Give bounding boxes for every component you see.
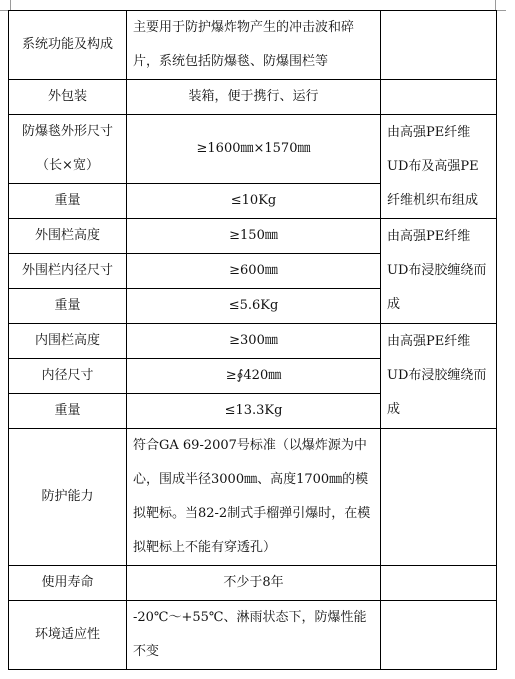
table-row [9,11,497,80]
table-row [9,324,497,359]
row-value: -20℃～+55℃、淋雨状态下，防爆性能不变 [127,601,381,670]
row-label: 防爆毯外形尺寸（长×宽） [9,115,127,184]
row-note: 由高强PE纤维UD布浸胶缠绕而成 [381,324,497,429]
row-label: 重量 [9,184,127,219]
row-label: 重量 [9,394,127,429]
row-label: 外包装 [9,80,127,115]
row-note: 由高强PE纤维UD布浸胶缠绕而成 [381,219,497,324]
row-label: 内径尺寸 [9,359,127,394]
row-value: ≤13.3Kg [127,394,381,429]
row-value: ≥1600㎜×1570㎜ [127,115,381,184]
row-note [381,566,497,601]
table-row [9,429,497,566]
row-value: 装箱，便于携行、运行 [127,80,381,115]
row-note [381,601,497,670]
table-row [9,80,497,115]
table-row [9,566,497,601]
row-label: 内围栏高度 [9,324,127,359]
row-value: 不少于8年 [127,566,381,601]
row-note [381,11,497,80]
row-value: ≤5.6Kg [127,289,381,324]
spec-table [8,10,497,670]
table-row [9,219,497,254]
row-label: 系统功能及构成 [9,11,127,80]
row-note [381,80,497,115]
row-label: 外围栏高度 [9,219,127,254]
table-row [9,601,497,670]
row-label: 防护能力 [9,429,127,566]
row-value: ≤10Kg [127,184,381,219]
row-note: 由高强PE纤维UD布及高强PE纤维机织布组成 [381,115,497,219]
row-note [381,429,497,566]
row-label: 外围栏内径尺寸 [9,254,127,289]
row-value: ≥600㎜ [127,254,381,289]
row-value: 主要用于防护爆炸物产生的冲击波和碎片，系统包括防爆毯、防爆围栏等 [127,11,381,80]
table-row [9,115,497,184]
row-value: ≥300㎜ [127,324,381,359]
row-label: 环境适应性 [9,601,127,670]
row-label: 使用寿命 [9,566,127,601]
row-label: 重量 [9,289,127,324]
row-value: ≥∮420㎜ [127,359,381,394]
row-value: 符合GA 69-2007号标准（以爆炸源为中心，围成半径3000㎜、高度1700㎜的模拟靶标。当82-2制式手榴弹引爆时，在模拟靶标上不能有穿透孔） [127,429,381,566]
row-value: ≥150㎜ [127,219,381,254]
